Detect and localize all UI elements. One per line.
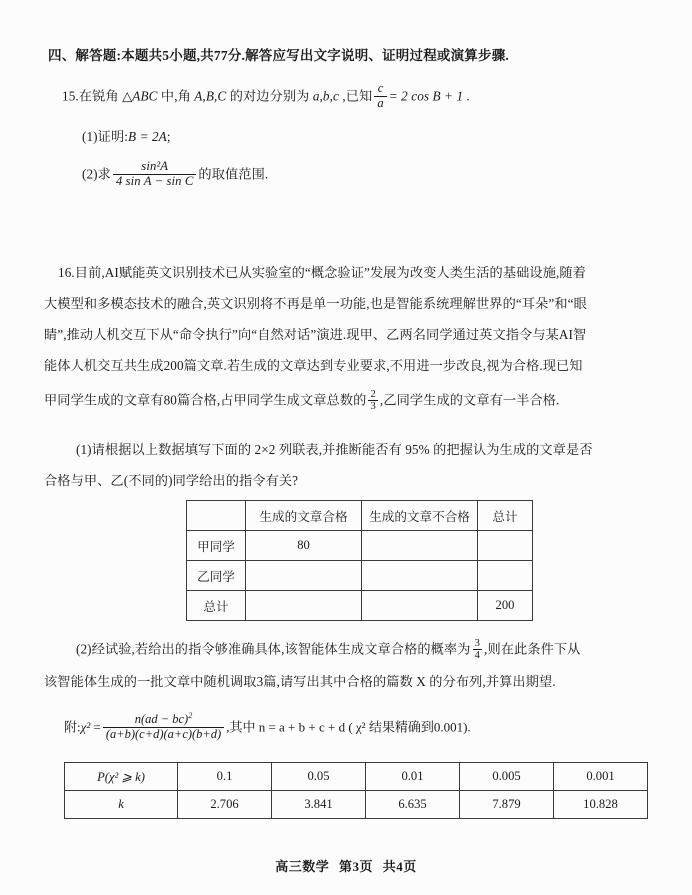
- question-15-part-1: [82, 127, 171, 147]
- critical-p-value: 0.001: [554, 763, 648, 791]
- q15-part1-math: B = 2A: [128, 129, 167, 144]
- chi-formula-symbol: χ²: [80, 719, 91, 735]
- question-16-line-1: [58, 263, 586, 283]
- question-16-line-2: 大模型和多模态技术的融合,英文识别将不再是单一功能,也是智能系统理解世界的“耳朵”和“眼: [44, 296, 587, 311]
- contingency-header-qualified: 生成的文章合格: [246, 501, 362, 531]
- q15-ratio-fraction: [374, 82, 386, 110]
- chi-num-body: (ad − bc): [141, 712, 189, 727]
- q16-two-thirds-denominator: 3: [370, 400, 376, 413]
- q15-part1-tail: ;: [166, 129, 171, 144]
- contingency-cell-yi-unqualified[interactable]: [362, 561, 478, 591]
- q16-line5-post: ,乙同学生成的文章有一半合格.: [379, 392, 560, 408]
- q16-two-thirds-fraction: [368, 389, 378, 413]
- q15-part2-fraction: [113, 160, 196, 188]
- contingency-cell-grand-total[interactable]: 200: [478, 591, 533, 621]
- q15-ratio-denominator: a: [377, 95, 384, 110]
- critical-k-value: 6.635: [366, 791, 460, 819]
- q15-angles: A,B,C: [194, 88, 227, 104]
- q15-stem-mid3: ,已知: [338, 88, 373, 104]
- contingency-row-label-jia: 甲同学: [187, 531, 246, 561]
- question-16-line-5: [44, 389, 559, 413]
- question-16-part1-line1: (1)请根据以上数据填写下面的 2×2 列联表,并推断能否有 95% 的把握认为生成的文章是否: [76, 442, 593, 457]
- table-row: [187, 591, 533, 621]
- critical-value-table: [64, 762, 648, 819]
- q16-part2-pre: (2)经试验,若给出的指令够准确具体,该智能体生成文章合格的概率为: [76, 641, 471, 657]
- critical-row-header-p: P(χ² ⩾ k): [65, 763, 178, 791]
- critical-p-value: 0.01: [366, 763, 460, 791]
- contingency-cell-total-unqualified[interactable]: [362, 591, 478, 621]
- footer-page-number: 第3页: [338, 859, 373, 874]
- footer-total-pages: 共4页: [382, 859, 417, 874]
- contingency-header-total: 总计: [478, 501, 533, 531]
- q16-two-thirds-numerator: 2: [370, 388, 376, 400]
- contingency-cell-jia-unqualified[interactable]: [362, 531, 478, 561]
- critical-k-value: 10.828: [554, 791, 648, 819]
- table-row: [187, 561, 533, 591]
- critical-k-row: [65, 791, 648, 819]
- question-16-line-3: 睛”,推动人机交互下从“命令执行”向“自然对话”演进.现甲、乙两名同学通过英文指令与某AI智: [44, 327, 587, 342]
- contingency-row-label-total: 总计: [187, 591, 246, 621]
- chi-num-n: n: [134, 712, 141, 727]
- critical-k-value: 2.706: [178, 791, 272, 819]
- q15-part2-numerator: sin²A: [113, 160, 196, 175]
- q15-equation-tail: = 2 cos B + 1 .: [388, 88, 470, 104]
- question-15-stem: [62, 82, 470, 110]
- q15-stem-mid: 中,角: [157, 88, 195, 104]
- chi-formula-prefix: 附:: [64, 719, 81, 735]
- critical-p-value: 0.005: [460, 763, 554, 791]
- q15-stem-pre: 在锐角: [78, 88, 123, 104]
- critical-p-value: 0.05: [272, 763, 366, 791]
- q16-three-quarters-denominator: 4: [474, 649, 481, 662]
- contingency-header-row: [187, 501, 533, 531]
- page-footer: [0, 856, 692, 875]
- question-16-part1-line2: 合格与甲、乙(不同的)同学给出的指令有关?: [44, 473, 299, 488]
- question-15-number: 15.: [62, 88, 79, 104]
- critical-row-header-k: k: [65, 791, 178, 819]
- contingency-cell-yi-total[interactable]: [478, 561, 533, 591]
- critical-p-value: 0.1: [178, 763, 272, 791]
- q16-line1-text: 目前,AI赋能英文识别技术已从实验室的“概念验证”发展为改变人类生活的基础设施,随着: [74, 265, 586, 280]
- chi-formula-fraction: [103, 712, 224, 741]
- q15-sides: a,b,c: [312, 88, 339, 104]
- chi-formula-tail: ,其中 n = a + b + c + d ( χ² 结果精确到0.001).: [226, 719, 471, 735]
- critical-k-value: 3.841: [272, 791, 366, 819]
- chi-formula-numerator: [103, 712, 224, 728]
- contingency-cell-jia-qualified[interactable]: 80: [246, 531, 362, 561]
- chi-formula-equals: =: [93, 719, 101, 735]
- q16-part2-post: ,则在此条件下从: [484, 641, 581, 657]
- contingency-cell-jia-total[interactable]: [478, 531, 533, 561]
- question-16-line-4: 能体人机交互共生成200篇文章.若生成的文章达到专业要求,不用进一步改良,视为合格.现已知: [44, 358, 583, 373]
- table-row: [187, 531, 533, 561]
- contingency-cell-yi-qualified[interactable]: [246, 561, 362, 591]
- chi-num-exponent: 2: [188, 711, 193, 720]
- chi-formula-denominator: (a+b)(c+d)(a+c)(b+d): [105, 726, 222, 741]
- contingency-header-unqualified: 生成的文章不合格: [362, 501, 478, 531]
- question-16-number: 16.: [58, 265, 75, 280]
- question-15-part-2: [82, 160, 268, 188]
- q16-three-quarters-numerator: 3: [474, 637, 481, 649]
- q15-stem-mid2: 的对边分别为: [226, 88, 313, 104]
- q16-three-quarters-fraction: [473, 638, 483, 662]
- footer-subject: 高三数学: [275, 859, 330, 874]
- contingency-cell-total-qualified[interactable]: [246, 591, 362, 621]
- question-16-part2-line1: [76, 638, 580, 662]
- q15-ratio-numerator: c: [374, 82, 386, 97]
- q15-part1-label: (1)证明:: [82, 129, 129, 144]
- contingency-table: [186, 500, 533, 621]
- question-16-part2-line2: 该智能体生成的一批文章中随机调取3篇,请写出其中合格的篇数 X 的分布列,并算出期望.: [44, 674, 556, 689]
- q16-line5-pre: 甲同学生成的文章有80篇合格,占甲同学生成文章总数的: [44, 392, 367, 408]
- chi-square-formula: [64, 712, 471, 741]
- critical-k-value: 7.879: [460, 791, 554, 819]
- contingency-corner-cell: [187, 501, 246, 531]
- q15-part2-tail: 的取值范围.: [198, 166, 269, 182]
- q15-part2-denominator: 4 sin A − sin C: [115, 173, 194, 188]
- critical-p-row: [65, 763, 648, 791]
- q15-part2-label: (2)求: [82, 166, 111, 182]
- contingency-row-label-yi: 乙同学: [187, 561, 246, 591]
- section-heading: 四、解答题:本题共5小题,共77分.解答应写出文字说明、证明过程或演算步骤.: [48, 48, 509, 63]
- q15-triangle: △ABC: [122, 88, 158, 104]
